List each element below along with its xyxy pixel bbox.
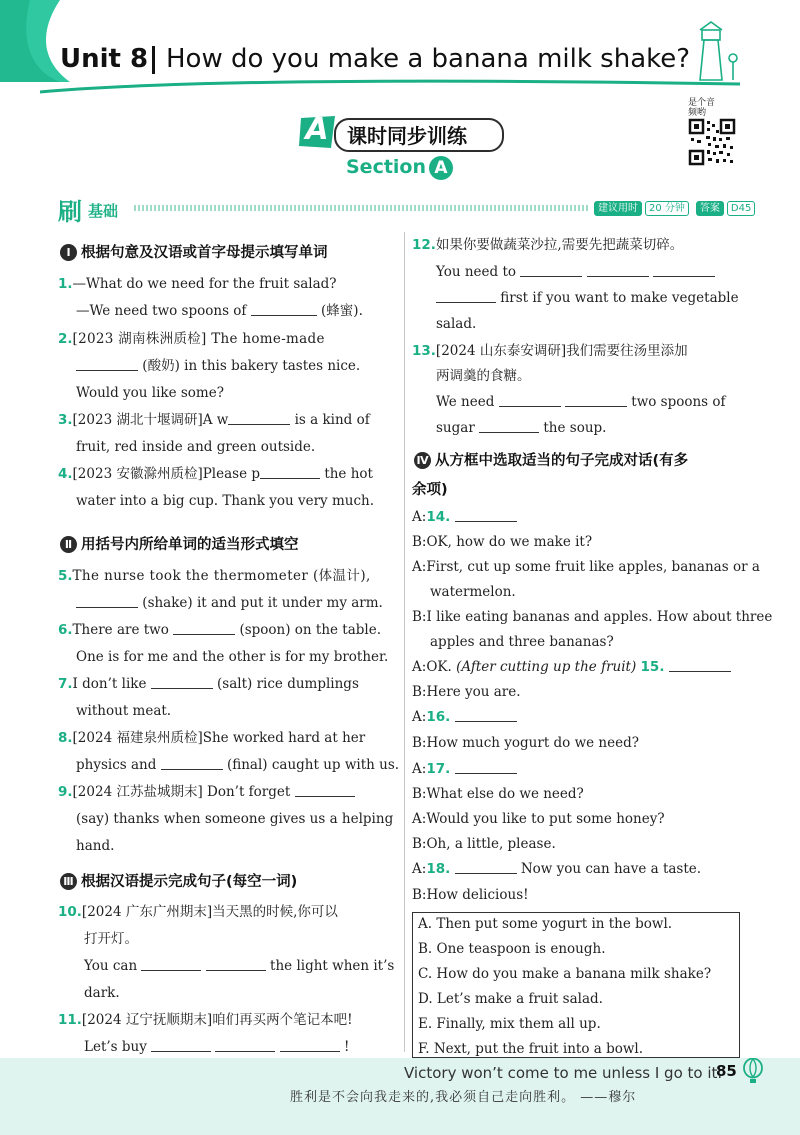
dialogue-text: Now you can have a taste. bbox=[520, 861, 702, 877]
question-13-line3 bbox=[436, 393, 726, 411]
answer-blank[interactable] bbox=[565, 394, 627, 407]
question-2 bbox=[58, 330, 325, 348]
question-number: 5. bbox=[58, 568, 73, 584]
answer-blank[interactable] bbox=[151, 1039, 211, 1052]
section-label: Section bbox=[346, 156, 427, 178]
question-3-line2 bbox=[76, 438, 315, 456]
dialogue-text: First, cut up some fruit like apples, bananas or a bbox=[426, 559, 760, 575]
section-title-4 bbox=[414, 449, 688, 470]
question-7 bbox=[58, 675, 359, 693]
section-title-text: 用括号内所给单词的适当形式填空 bbox=[81, 537, 299, 553]
question-text: One is for me and the other is for my brother. bbox=[76, 649, 389, 665]
footer-quote-en: Victory won’t come to me unless I go to it. bbox=[404, 1064, 723, 1082]
question-text: 如果你要做蔬菜沙拉,需要先把蔬菜切碎。 bbox=[435, 237, 684, 253]
speaker-label: A: bbox=[412, 509, 427, 525]
question-number: 7. bbox=[58, 676, 73, 692]
question-5 bbox=[58, 567, 371, 585]
question-text: Let’s buy bbox=[84, 1039, 147, 1055]
question-12 bbox=[412, 236, 683, 254]
title-divider bbox=[152, 46, 155, 74]
answer-blank[interactable] bbox=[455, 509, 517, 522]
question-9-line2 bbox=[76, 810, 393, 828]
answer-blank[interactable] bbox=[455, 761, 517, 774]
question-number: 8. bbox=[58, 730, 73, 746]
answer-blank[interactable] bbox=[215, 1039, 275, 1052]
speaker-label: B: bbox=[412, 609, 427, 625]
question-6-line2 bbox=[76, 648, 388, 666]
question-number: 15. bbox=[640, 659, 665, 675]
question-text: (酸奶) in this bakery tastes nice. bbox=[142, 358, 361, 374]
section-title-2 bbox=[60, 533, 299, 554]
question-text: Would you like some? bbox=[76, 385, 224, 401]
answer-blank[interactable] bbox=[436, 290, 496, 303]
dialogue-line bbox=[412, 558, 760, 576]
question-text: the soup. bbox=[543, 420, 607, 436]
question-number: 12. bbox=[412, 237, 436, 253]
question-text: (salt) rice dumplings bbox=[217, 676, 359, 692]
question-text: I don’t like bbox=[72, 676, 147, 692]
speaker-label: A: bbox=[412, 709, 427, 725]
question-11-line2 bbox=[84, 1038, 349, 1056]
question-10-line3 bbox=[84, 957, 394, 975]
answer-blank[interactable] bbox=[479, 420, 539, 433]
answer-blank[interactable] bbox=[173, 622, 235, 635]
stage-direction: (After cutting up the fruit) bbox=[456, 659, 637, 675]
speaker-label: A: bbox=[412, 861, 427, 877]
answer-blank[interactable] bbox=[280, 1039, 340, 1052]
question-13-line4 bbox=[436, 419, 606, 437]
speaker-label: A: bbox=[412, 761, 427, 777]
dialogue-line-cont: apples and three bananas? bbox=[430, 634, 614, 650]
question-text: (spoon) on the table. bbox=[239, 622, 382, 638]
question-text: (final) caught up with us. bbox=[226, 757, 400, 773]
question-9-line3 bbox=[76, 837, 114, 855]
question-text: You can bbox=[84, 958, 138, 974]
page-number: 85 bbox=[716, 1062, 737, 1080]
speaker-label: B: bbox=[412, 786, 427, 802]
option-a: A. Then put some yogurt in the bowl. bbox=[418, 916, 673, 932]
section-title-3 bbox=[60, 870, 297, 891]
question-number: 1. bbox=[58, 276, 73, 292]
answer-blank[interactable] bbox=[141, 958, 201, 971]
question-8-line2 bbox=[76, 756, 399, 774]
section-number-badge: Ⅱ bbox=[60, 536, 77, 553]
question-text: fruit, red inside and green outside. bbox=[76, 439, 316, 455]
question-text: —What do we need for the fruit salad? bbox=[72, 276, 337, 292]
practice-tags bbox=[594, 201, 755, 216]
question-text: [2023 湖南株洲质检] The home-made bbox=[72, 331, 325, 347]
question-2-line3 bbox=[76, 384, 224, 402]
question-number: 4. bbox=[58, 466, 73, 482]
speaker-label: B: bbox=[412, 836, 427, 852]
question-text: two spoons of bbox=[631, 394, 726, 410]
answer-blank[interactable] bbox=[295, 784, 355, 797]
section-title-text: 根据汉语提示完成句子(每空一词) bbox=[81, 874, 298, 890]
question-10 bbox=[58, 903, 338, 921]
option-e: E. Finally, mix them all up. bbox=[418, 1016, 601, 1032]
question-text: without meat. bbox=[76, 703, 172, 719]
question-text: 打开灯。 bbox=[84, 931, 138, 947]
balloon-icon bbox=[742, 1058, 764, 1084]
badge-letter: A bbox=[305, 112, 329, 147]
answer-blank[interactable] bbox=[228, 412, 290, 425]
question-number: 11. bbox=[58, 1012, 82, 1028]
question-4-line2 bbox=[76, 492, 374, 510]
question-number: 9. bbox=[58, 784, 73, 800]
question-text: salad. bbox=[436, 316, 477, 332]
question-text: hand. bbox=[76, 838, 115, 854]
dialogue-line-14 bbox=[412, 508, 517, 526]
practice-level: 基础 bbox=[88, 202, 119, 220]
column-divider bbox=[404, 232, 405, 1052]
section-letter-badge: A bbox=[429, 156, 453, 180]
practice-shua-icon: 刷 bbox=[58, 198, 82, 226]
question-13-line2 bbox=[436, 367, 531, 385]
section-title-text: 从方框中选取适当的句子完成对话(有多 bbox=[435, 453, 689, 469]
option-b: B. One teaspoon is enough. bbox=[418, 941, 606, 957]
question-number: 14. bbox=[426, 509, 451, 525]
section-number-badge: Ⅰ bbox=[60, 244, 77, 261]
answer-blank[interactable] bbox=[76, 595, 138, 608]
question-text: You need to bbox=[436, 264, 517, 280]
section-title-text: 根据句意及汉语或首字母提示填写单词 bbox=[81, 245, 328, 261]
question-text: (shake) it and put it under my arm. bbox=[142, 595, 383, 611]
speaker-label: B: bbox=[412, 887, 427, 903]
question-11 bbox=[58, 1011, 353, 1029]
question-2-line2 bbox=[76, 357, 360, 375]
question-text: is a kind of bbox=[294, 412, 370, 428]
question-10-line4 bbox=[84, 984, 120, 1002]
answer-blank[interactable] bbox=[206, 958, 266, 971]
speaker-label: B: bbox=[412, 735, 427, 751]
question-text: —We need two spoons of bbox=[76, 303, 247, 319]
question-1 bbox=[58, 275, 337, 293]
question-text: [2024 福建泉州质检]She worked hard at her bbox=[72, 730, 366, 746]
question-text: water into a big cup. Thank you very much. bbox=[76, 493, 375, 509]
question-text: the light when it’s bbox=[270, 958, 395, 974]
answer-blank[interactable] bbox=[587, 264, 649, 277]
section-title-1 bbox=[60, 241, 328, 262]
unit-label: Unit 8 bbox=[60, 44, 149, 74]
dialogue-line-cont: watermelon. bbox=[430, 584, 516, 600]
answer-blank[interactable] bbox=[653, 264, 715, 277]
answer-blank[interactable] bbox=[76, 358, 138, 371]
options-box bbox=[412, 912, 740, 1058]
dialogue-line bbox=[412, 683, 521, 701]
option-c: C. How do you make a banana milk shake? bbox=[418, 966, 712, 982]
qr-caption: 是个音频哟 bbox=[688, 98, 716, 118]
question-7-line2 bbox=[76, 702, 171, 720]
dialogue-text: OK, how do we make it? bbox=[426, 534, 593, 550]
question-9 bbox=[58, 783, 355, 801]
section-number-badge: Ⅲ bbox=[60, 873, 77, 890]
unit-title: How do you make a banana milk shake? bbox=[166, 44, 691, 74]
dialogue-line-15 bbox=[412, 658, 731, 676]
lighthouse-icon bbox=[700, 22, 737, 80]
question-text: dark. bbox=[84, 985, 120, 1001]
section-title-4-line2: 余项) bbox=[412, 482, 448, 498]
suggest-time-label: 建议用时 bbox=[594, 201, 642, 216]
question-text: (蜂蜜). bbox=[321, 303, 363, 319]
question-13 bbox=[412, 342, 688, 360]
question-text: physics and bbox=[76, 757, 157, 773]
question-number: 3. bbox=[58, 412, 73, 428]
question-6 bbox=[58, 621, 381, 639]
answer-blank[interactable] bbox=[151, 676, 213, 689]
question-text: (say) thanks when someone gives us a helping bbox=[76, 811, 394, 827]
question-text: There are two bbox=[72, 622, 169, 638]
answer-blank[interactable] bbox=[499, 394, 561, 407]
dialogue-text: I like eating bananas and apples. How about three bbox=[426, 609, 773, 625]
dotted-divider bbox=[134, 202, 590, 214]
question-1-line2 bbox=[76, 302, 363, 320]
dialogue-line-16 bbox=[412, 708, 517, 726]
question-text: [2024 广东广州期末]当天黑的时候,你可以 bbox=[81, 904, 338, 920]
question-text: [2024 辽宁抚顺期末]咱们再买两个笔记本吧! bbox=[81, 1012, 353, 1028]
dialogue-line bbox=[412, 886, 529, 904]
dialogue-text: Oh, a little, please. bbox=[426, 836, 556, 852]
option-f: F. Next, put the fruit into a bowl. bbox=[418, 1041, 644, 1057]
question-number: 16. bbox=[426, 709, 451, 725]
question-text: sugar bbox=[436, 420, 475, 436]
question-number: 17. bbox=[426, 761, 451, 777]
dialogue-line bbox=[412, 810, 665, 828]
question-3 bbox=[58, 411, 370, 429]
answer-blank[interactable] bbox=[260, 466, 320, 479]
dialogue-line bbox=[412, 533, 592, 551]
question-text: 两调羹的食糖。 bbox=[436, 368, 531, 384]
dialogue-line bbox=[412, 608, 772, 626]
question-number: 2. bbox=[58, 331, 73, 347]
dialogue-line-17 bbox=[412, 760, 517, 778]
footer-quote-zh: 胜利是不会向我走来的,我必须自己走向胜利。 ——穆尔 bbox=[290, 1090, 637, 1105]
question-4 bbox=[58, 465, 373, 483]
question-text: The nurse took the thermometer (体温计), bbox=[72, 568, 371, 584]
answer-label: 答案 bbox=[696, 201, 724, 216]
speaker-label: B: bbox=[412, 534, 427, 550]
question-text: [2023 湖北十堰调研]A w bbox=[72, 412, 229, 428]
question-12-line4 bbox=[436, 315, 476, 333]
question-number: 10. bbox=[58, 904, 82, 920]
dialogue-text: OK. bbox=[426, 659, 457, 675]
answer-page: D45 bbox=[727, 201, 755, 216]
answer-blank[interactable] bbox=[669, 659, 731, 672]
answer-blank[interactable] bbox=[251, 303, 317, 316]
suggest-time-value: 20 分钟 bbox=[645, 201, 689, 216]
speaker-label: A: bbox=[412, 659, 427, 675]
question-number: 18. bbox=[426, 861, 451, 877]
question-5-line2 bbox=[76, 594, 383, 612]
question-12-line3 bbox=[436, 289, 739, 307]
speaker-label: B: bbox=[412, 684, 427, 700]
dialogue-line bbox=[412, 785, 584, 803]
banner-title: 课时同步训练 bbox=[347, 124, 467, 148]
question-text: We need bbox=[436, 394, 495, 410]
dialogue-text: How delicious! bbox=[426, 887, 529, 903]
question-text: first if you want to make vegetable bbox=[500, 290, 739, 306]
dialogue-line-18 bbox=[412, 860, 701, 878]
section-number-badge: Ⅳ bbox=[414, 452, 431, 469]
answer-blank[interactable] bbox=[161, 757, 223, 770]
question-text: [2023 安徽滁州质检]Please p bbox=[72, 466, 261, 482]
answer-blank[interactable] bbox=[520, 264, 582, 277]
dialogue-text: Here you are. bbox=[426, 684, 521, 700]
answer-blank[interactable] bbox=[455, 861, 517, 874]
dialogue-text: Would you like to put some honey? bbox=[426, 811, 665, 827]
dialogue-line bbox=[412, 835, 556, 853]
dialogue-line bbox=[412, 734, 639, 752]
answer-blank[interactable] bbox=[455, 709, 517, 722]
question-text: [2024 江苏盐城期末] Don’t forget bbox=[72, 784, 291, 800]
question-12-line2 bbox=[436, 263, 715, 281]
question-8 bbox=[58, 729, 365, 747]
question-text: ! bbox=[344, 1039, 350, 1055]
question-10-line2 bbox=[84, 930, 138, 948]
speaker-label: A: bbox=[412, 559, 427, 575]
dialogue-text: What else do we need? bbox=[426, 786, 584, 802]
dialogue-text: How much yogurt do we need? bbox=[426, 735, 639, 751]
question-text: [2024 山东泰安调研]我们需要往汤里添加 bbox=[435, 343, 688, 359]
question-number: 6. bbox=[58, 622, 73, 638]
option-d: D. Let’s make a fruit salad. bbox=[418, 991, 603, 1007]
question-number: 13. bbox=[412, 343, 436, 359]
question-text: the hot bbox=[324, 466, 373, 482]
qr-code-icon[interactable] bbox=[688, 118, 736, 166]
speaker-label: A: bbox=[412, 811, 427, 827]
